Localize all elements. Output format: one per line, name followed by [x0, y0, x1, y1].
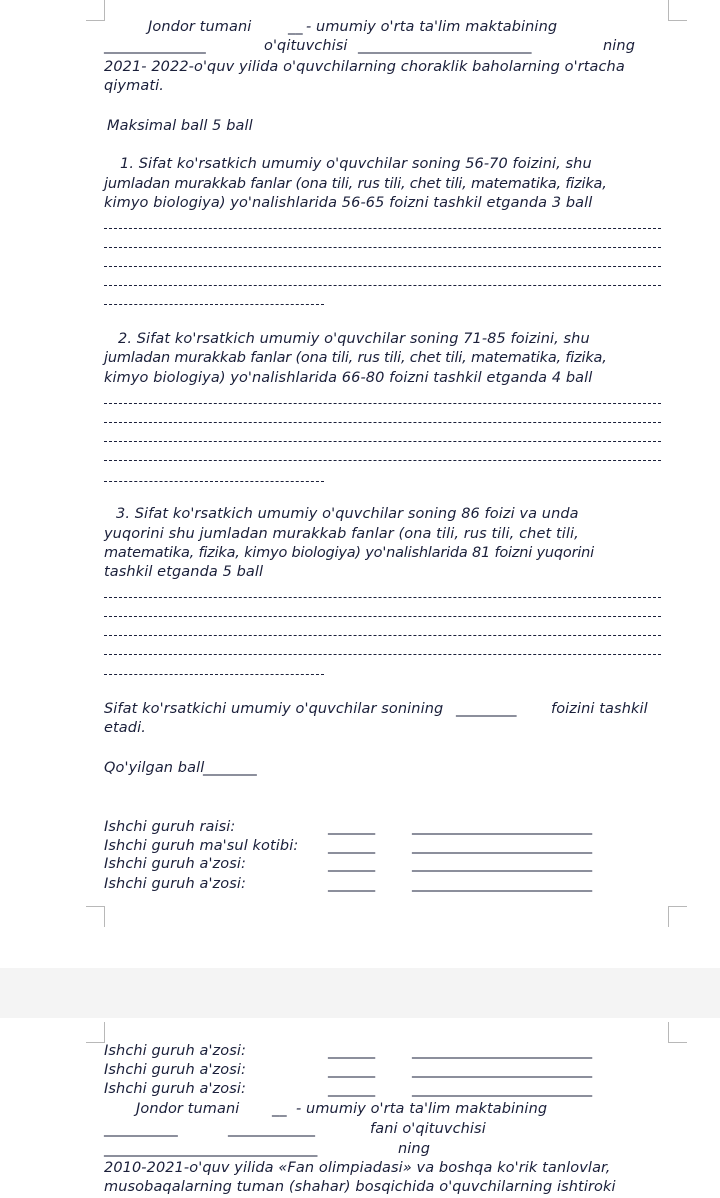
answer-line[interactable] [104, 674, 324, 675]
answer-line[interactable] [104, 654, 661, 655]
signature-blank-long[interactable]: ___________________________ [412, 876, 592, 892]
summary-percent-blank[interactable]: _________ [456, 701, 516, 717]
header-line1-district: Jondor tumani [148, 19, 252, 35]
criterion-3-line1: 3. Sifat ko'rsatkich umumiy o'quvchilar soning 86 foizi va unda [116, 506, 579, 522]
header-line4: 2010-2021-o'quv yilida «Fan olimpiadasi» va boshqa ko'rik tanlovlar, [104, 1160, 611, 1176]
summary-suffix: foizini tashkil [551, 701, 648, 717]
answer-line[interactable] [104, 304, 324, 305]
signature-role: Ishchi guruh a'zosi: [104, 876, 246, 892]
answer-line[interactable] [104, 422, 661, 423]
header-line3-suffix: ning [398, 1141, 431, 1157]
header-line2-blank-name: _______________ [104, 38, 206, 54]
signature-blank-long[interactable]: ___________________________ [412, 1081, 592, 1097]
crop-mark-top-left [86, 1022, 105, 1043]
crop-mark-top-right [668, 0, 687, 21]
header-line4: qiymati. [104, 78, 164, 94]
page-gap [0, 968, 720, 1018]
signature-blank-long[interactable]: ___________________________ [412, 1062, 592, 1078]
signature-blank-long[interactable]: ___________________________ [412, 856, 592, 872]
signature-blank-long[interactable]: ___________________________ [412, 838, 592, 854]
header-line1-blank: __ [272, 1101, 287, 1117]
answer-line[interactable] [104, 597, 661, 598]
signature-blank-long[interactable]: ___________________________ [412, 1043, 592, 1059]
header-line1-district: Jondor tumani [136, 1101, 240, 1117]
signature-blank-short[interactable]: _______ [328, 819, 375, 835]
crop-mark-bottom-left [86, 906, 105, 927]
signature-blank-short[interactable]: _______ [328, 856, 375, 872]
answer-line[interactable] [104, 635, 661, 636]
signature-blank-short[interactable]: _______ [328, 1081, 375, 1097]
criterion-3-line4: tashkil etganda 5 ball [104, 564, 264, 580]
header-line5: musobaqalarning tuman (shahar) bosqichida o'quvchilarning ishtiroki [104, 1179, 616, 1195]
signature-blank-short[interactable]: _______ [328, 876, 375, 892]
signature-blank-short[interactable]: _______ [328, 838, 375, 854]
answer-line[interactable] [104, 616, 661, 617]
header-line1-school: - umumiy o'rta ta'lim maktabining [306, 19, 558, 35]
answer-line[interactable] [104, 247, 661, 248]
crop-mark-top-left [86, 0, 105, 21]
crop-mark-bottom-right [668, 906, 687, 927]
criterion-3-line2: yuqorini shu jumladan murakkab fanlar (ona tili, rus tili, chet tili, [104, 526, 579, 542]
header-line2-blank-name: ___________ [104, 1121, 178, 1137]
score-given-blank[interactable]: ________ [203, 760, 257, 776]
score-given-label: Qo'yilgan ball [104, 760, 205, 776]
signature-blank-short[interactable]: _______ [328, 1043, 375, 1059]
max-score-label: Maksimal ball 5 ball [107, 118, 253, 134]
signature-role: Ishchi guruh a'zosi: [104, 856, 246, 872]
signature-blank-short[interactable]: _______ [328, 1062, 375, 1078]
header-line2-suffix: ning [603, 38, 636, 54]
header-line3-blank: ________________________________ [104, 1141, 317, 1157]
criterion-1-line2: jumladan murakkab fanlar (ona tili, rus tili, chet tili, matematika, fizika, [104, 176, 607, 192]
crop-mark-top-right [668, 1022, 687, 1043]
summary-line2: etadi. [104, 720, 146, 736]
header-line2-teacher: o'qituvchisi [264, 38, 348, 54]
signature-role: Ishchi guruh a'zosi: [104, 1062, 246, 1078]
answer-line[interactable] [104, 481, 324, 482]
header-line2-blank-subject: _____________ [228, 1121, 315, 1137]
criterion-2-line1: 2. Sifat ko'rsatkich umumiy o'quvchilar soning 71-85 foizini, shu [118, 331, 590, 347]
header-line3-year: 2021- 2022-o'quv yilida o'quvchilarning choraklik baholarning o'rtacha [104, 59, 625, 75]
answer-line[interactable] [104, 285, 661, 286]
answer-line[interactable] [104, 266, 661, 267]
header-line1-blank: __ [288, 19, 303, 35]
signature-role: Ishchi guruh raisi: [104, 819, 236, 835]
signature-blank-long[interactable]: ___________________________ [412, 819, 592, 835]
criterion-2-line3: kimyo biologiya) yo'nalishlarida 66-80 foizni tashkil etganda 4 ball [104, 370, 593, 386]
answer-line[interactable] [104, 403, 661, 404]
signature-role: Ishchi guruh a'zosi: [104, 1043, 246, 1059]
criterion-3-line3: matematika, fizika, kimyo biologiya) yo'nalishlarida 81 foizni yuqorini [104, 545, 594, 561]
header-line1-school: - umumiy o'rta ta'lim maktabining [296, 1101, 548, 1117]
answer-line[interactable] [104, 460, 661, 461]
header-line2-blank-subject: __________________________ [358, 38, 531, 54]
criterion-2-line2: jumladan murakkab fanlar (ona tili, rus tili, chet tili, matematika, fizika, [104, 350, 607, 366]
criterion-1-line3: kimyo biologiya) yo'nalishlarida 56-65 foizni tashkil etganda 3 ball [104, 195, 593, 211]
summary-prefix: Sifat ko'rsatkichi umumiy o'quvchilar sonining [104, 701, 444, 717]
answer-line[interactable] [104, 228, 661, 229]
criterion-1-line1: 1. Sifat ko'rsatkich umumiy o'quvchilar soning 56-70 foizini, shu [120, 156, 592, 172]
header-line2-teacher: fani o'qituvchisi [370, 1121, 486, 1137]
document-page-2 [0, 1018, 720, 1198]
answer-line[interactable] [104, 441, 661, 442]
signature-role: Ishchi guruh ma'sul kotibi: [104, 838, 299, 854]
signature-role: Ishchi guruh a'zosi: [104, 1081, 246, 1097]
